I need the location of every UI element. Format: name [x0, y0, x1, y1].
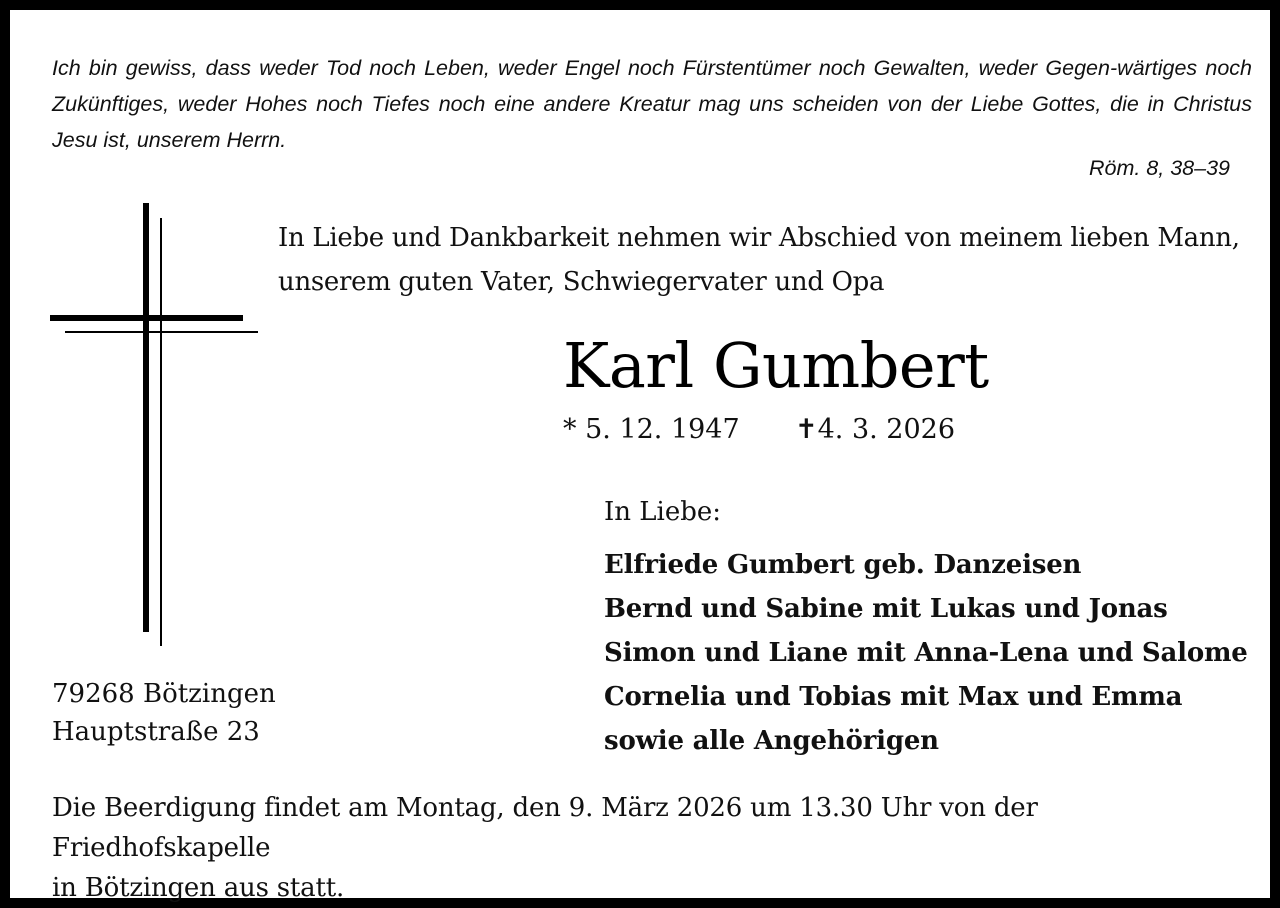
address-city: 79268 Bötzingen [52, 679, 276, 709]
bible-verse: Ich bin gewiss, dass weder Tod noch Leben, weder Engel noch Fürstentümer noch Gewalten, weder Gegen-wärtiges noch Zukünftiges, weder Hohes noch Tiefes noch eine andere Kreatur mag uns scheiden von der Liebe Gottes, die in Christus Jesu ist, unserem Herrn. [52, 56, 1252, 152]
birth-date: * 5. 12. 1947 [563, 414, 740, 445]
verse-reference: Röm. 8, 38–39 [1088, 156, 1230, 180]
address-street: Hauptstraße 23 [52, 717, 260, 747]
mourner-line: Elfriede Gumbert geb. Danzeisen [604, 550, 1082, 580]
mourner-address [52, 675, 276, 751]
mourner-line: sowie alle Angehörigen [604, 726, 939, 756]
funeral-details [52, 788, 1252, 908]
life-dates [563, 410, 955, 450]
cross-vertical-thin-bar [160, 218, 162, 646]
cross-vertical-thick-bar [143, 203, 149, 632]
mourner-line: Cornelia und Tobias mit Max und Emma [604, 682, 1183, 712]
funeral-line-1: Die Beerdigung findet am Montag, den 9. März 2026 um 13.30 Uhr von der Friedhofskapelle [52, 793, 1038, 863]
announcement-line-2: unserem guten Vater, Schwiegervater und Opa [278, 267, 885, 297]
death-date: ✝4. 3. 2026 [795, 414, 956, 445]
funeral-line-2: in Bötzingen aus statt. [52, 873, 345, 903]
announcement-intro [278, 216, 1248, 304]
deceased-name: Karl Gumbert [563, 329, 989, 402]
mourners-heading: In Liebe: [604, 497, 722, 527]
announcement-line-1: In Liebe und Dankbarkeit nehmen wir Abschied von meinem lieben Mann, [278, 223, 1240, 253]
mourner-line: Bernd und Sabine mit Lukas und Jonas [604, 594, 1168, 624]
cross-horizontal-thin-bar [65, 331, 258, 333]
mourner-line: Simon und Liane mit Anna-Lena und Salome [604, 638, 1248, 668]
cross-horizontal-thick-bar [50, 315, 243, 321]
mourners-list [604, 543, 1248, 763]
